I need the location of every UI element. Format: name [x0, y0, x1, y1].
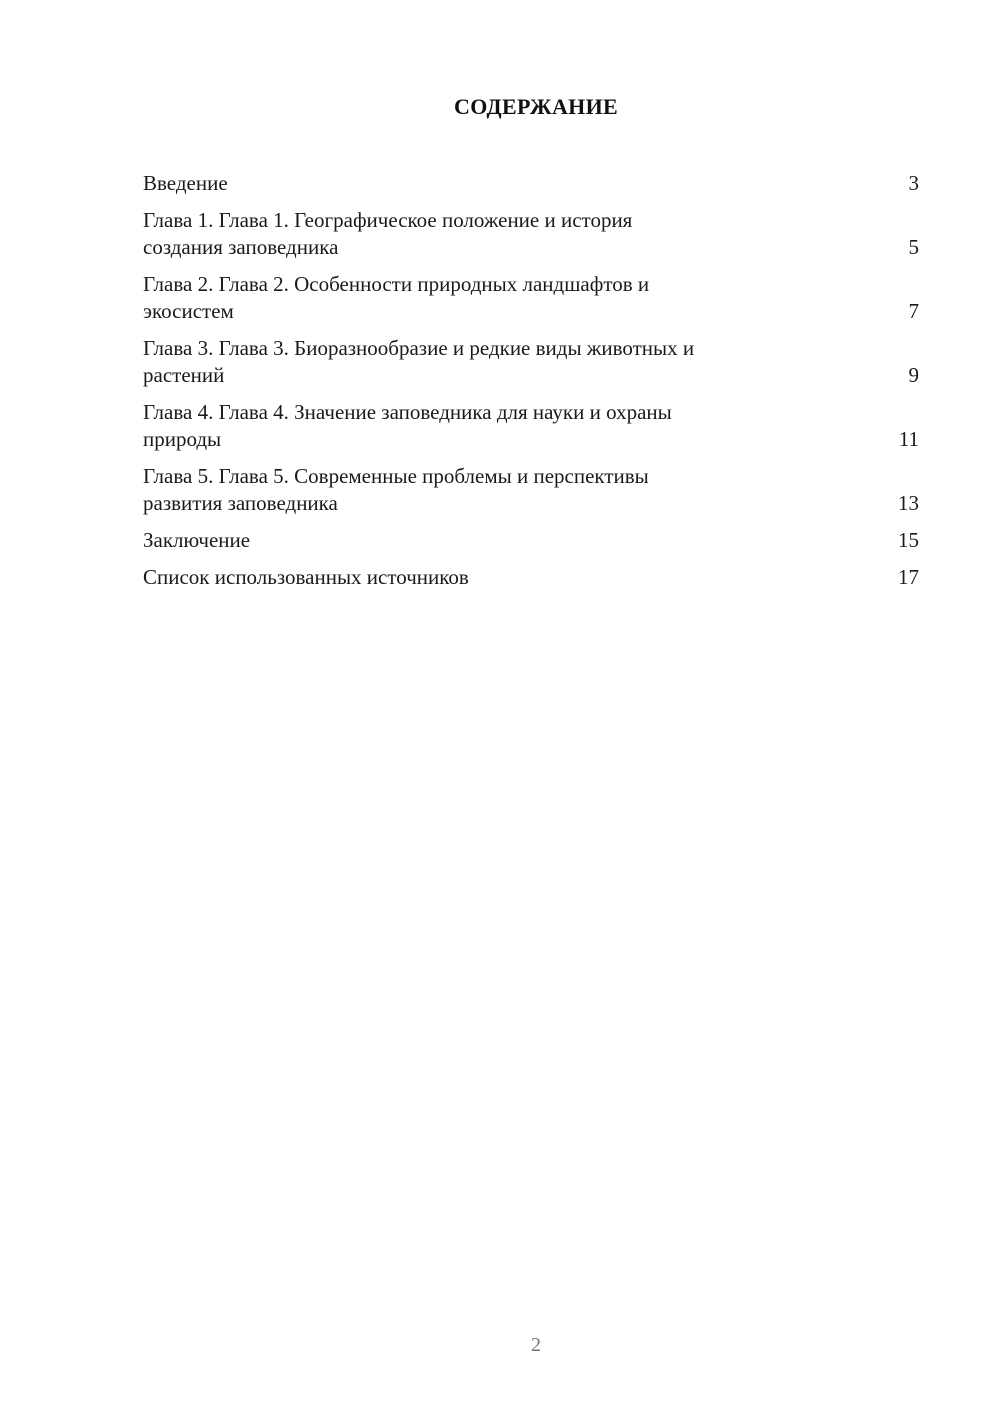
- page-title-text: СОДЕРЖАНИЕ: [454, 94, 618, 119]
- toc-entry-page: 9: [908, 363, 919, 387]
- toc-entry-text: Введение: [143, 171, 228, 195]
- toc-entry-text: Глава 1. Глава 1. Географическое положение и история создания заповедника: [143, 208, 633, 259]
- toc-entry-page: 11: [898, 427, 919, 451]
- toc-entry-chapter-5: [143, 463, 919, 517]
- toc-entry-chapter-3: [143, 335, 919, 389]
- toc-entry-text: Заключение: [143, 528, 251, 552]
- toc-entry-references: [143, 564, 919, 591]
- toc-entry-introduction: [143, 170, 919, 197]
- page-number: 2: [531, 1334, 541, 1356]
- toc-entry-chapter-1: [143, 207, 919, 261]
- toc-entry-page: 13: [898, 491, 919, 515]
- toc-entry-page: 17: [898, 565, 919, 589]
- toc-entry-chapter-2: [143, 271, 919, 325]
- toc-entry-text: Глава 2. Глава 2. Особенности природных ландшафтов и экосистем: [143, 272, 650, 323]
- toc-entry-page: 3: [908, 171, 919, 195]
- toc-entry-page: 7: [908, 299, 919, 323]
- toc-entry-text: Глава 3. Глава 3. Биоразнообразие и редкие виды животных и растений: [143, 336, 695, 387]
- toc-entry-text: Список использованных источников: [143, 565, 469, 589]
- toc-entry-text: Глава 4. Глава 4. Значение заповедника для науки и охраны природы: [143, 400, 672, 451]
- toc-entry-chapter-4: [143, 399, 919, 453]
- toc-entry-page: 5: [908, 235, 919, 259]
- table-of-contents: [143, 170, 919, 601]
- toc-entry-text: Глава 5. Глава 5. Современные проблемы и перспективы развития заповедника: [143, 464, 649, 515]
- toc-entry-conclusion: [143, 527, 919, 554]
- toc-entry-page: 15: [898, 528, 919, 552]
- page-title: [0, 94, 1000, 120]
